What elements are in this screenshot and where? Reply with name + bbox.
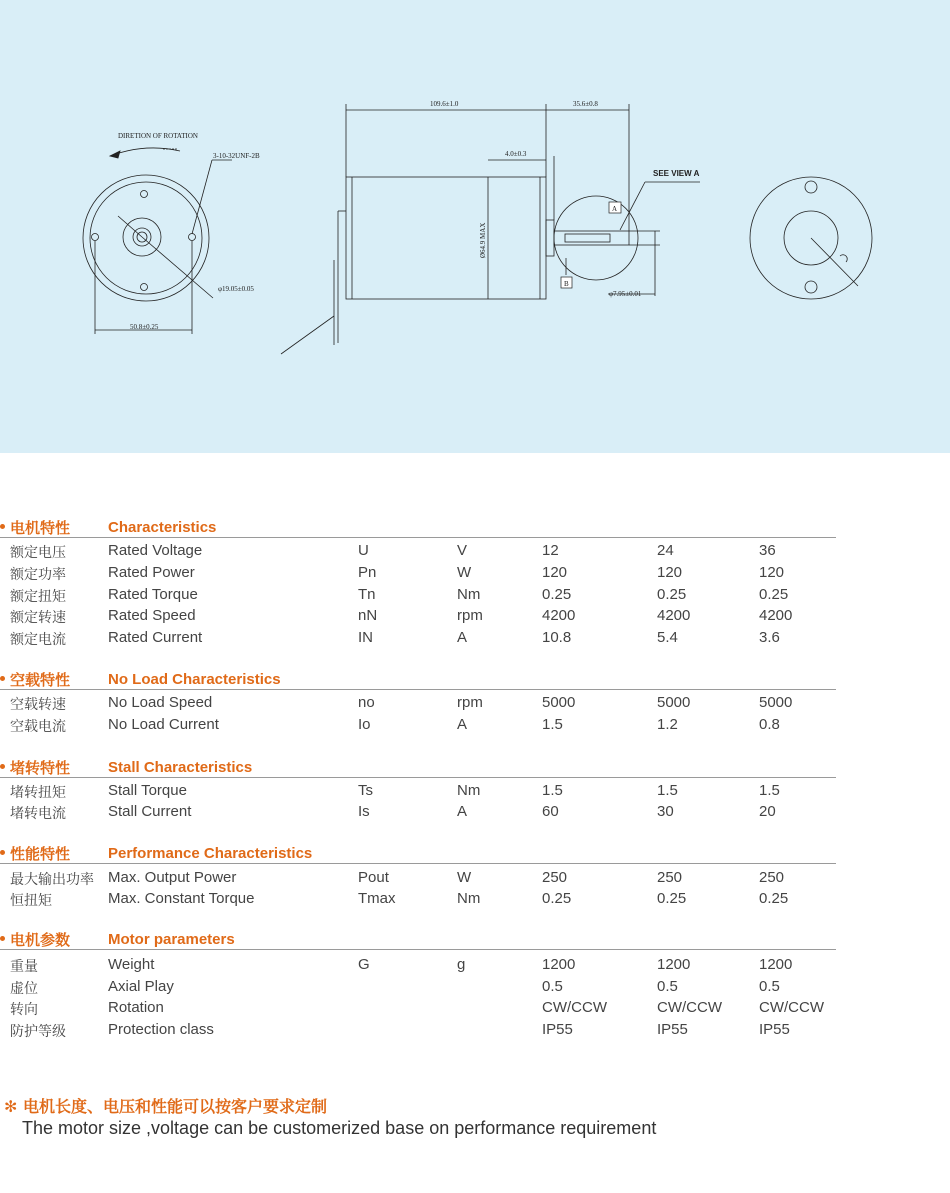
param-unit: Nm: [457, 586, 481, 603]
datum-a-label: A: [612, 205, 618, 213]
value-24v: 1200: [657, 956, 691, 973]
param-symbol: G: [358, 956, 370, 973]
section-header: [0, 667, 836, 690]
param-name-zh: 防护等级: [10, 1024, 66, 1040]
body-diameter-dim-label: Ø64.9 MAX: [479, 222, 487, 258]
param-name-en: Weight: [108, 956, 155, 973]
section-title-en: Motor parameters: [108, 931, 235, 948]
mount-hole: [92, 234, 99, 241]
param-symbol: Tmax: [358, 890, 396, 907]
section-title-zh: 空载特性: [10, 671, 71, 689]
value-36v: 5000: [759, 694, 793, 711]
value-12v: 1.5: [542, 716, 563, 733]
param-name-en: Max. Output Power: [108, 869, 237, 886]
param-name-zh: 虚位: [10, 981, 38, 997]
value-12v: 4200: [542, 607, 576, 624]
section-header: [0, 755, 836, 778]
value-12v: 12: [542, 542, 559, 559]
param-name-zh: 额定电流: [10, 632, 66, 648]
value-36v: 0.8: [759, 716, 780, 733]
param-unit: W: [457, 869, 472, 886]
technical-drawing: [0, 0, 950, 453]
front-flange-outer: [83, 175, 209, 301]
value-12v: IP55: [542, 1021, 573, 1038]
spec-row: [0, 954, 836, 975]
section-title-en: Stall Characteristics: [108, 759, 253, 776]
param-name-zh: 恒扭矩: [10, 893, 52, 909]
front-flange-inner: [90, 182, 202, 294]
param-name-zh: 额定功率: [10, 567, 66, 583]
section-title-en: Characteristics: [108, 519, 217, 536]
param-symbol: IN: [358, 629, 373, 646]
length-dim-label: 109.6±1.0: [430, 100, 459, 108]
value-36v: 4200: [759, 607, 793, 624]
view-a-circle: [554, 196, 638, 280]
param-name-en: Protection class: [108, 1021, 214, 1038]
mount-hole: [141, 284, 148, 291]
bullet-icon: [0, 936, 5, 941]
param-name-zh: 空载电流: [10, 719, 66, 735]
spec-row: [0, 605, 836, 626]
value-12v: 0.25: [542, 586, 572, 603]
param-symbol: U: [358, 542, 369, 559]
customization-note-zh: ✻ 电机长度、电压和性能可以按客户要求定制: [4, 1097, 327, 1116]
param-unit: A: [457, 716, 468, 733]
param-name-zh: 空载转速: [10, 697, 66, 713]
param-name-en: Stall Current: [108, 803, 192, 820]
spec-row: [0, 540, 836, 561]
param-symbol: nN: [358, 607, 378, 624]
bullet-icon: [0, 676, 5, 681]
param-symbol: Io: [358, 716, 371, 733]
spec-row: [0, 976, 836, 997]
value-36v: 250: [759, 869, 785, 886]
value-24v: IP55: [657, 1021, 688, 1038]
motor-drawing-svg: [0, 0, 950, 453]
value-24v: 1.2: [657, 716, 678, 733]
param-name-en: Rated Speed: [108, 607, 196, 624]
section-header: [0, 841, 836, 864]
param-name-en: Axial Play: [108, 978, 174, 995]
value-24v: 30: [657, 803, 674, 820]
value-12v: 120: [542, 564, 568, 581]
value-36v: 120: [759, 564, 785, 581]
see-view-label: SEE VIEW A: [653, 169, 700, 178]
spec-row: [0, 584, 836, 605]
spec-row: [0, 801, 836, 822]
value-24v: 5000: [657, 694, 691, 711]
param-symbol: Ts: [358, 782, 373, 799]
rotation-label: DIRETION OF ROTATION: [118, 132, 198, 140]
thread-label: 3-10-32UNF-2B: [213, 152, 260, 160]
bullet-icon: [0, 524, 5, 529]
param-symbol: no: [358, 694, 375, 711]
bullet-icon: [0, 764, 5, 769]
param-symbol: Tn: [358, 586, 376, 603]
param-name-en: Rated Current: [108, 629, 203, 646]
value-24v: 0.25: [657, 890, 687, 907]
spec-row: [0, 714, 836, 735]
param-name-en: Rated Torque: [108, 586, 198, 603]
spec-row: [0, 627, 836, 648]
rear-hole: [805, 281, 817, 293]
spec-row: [0, 692, 836, 713]
customization-note-en: The motor size ,voltage can be customerized base on performance requirement: [22, 1118, 657, 1138]
value-24v: 120: [657, 564, 683, 581]
param-name-zh: 最大输出功率: [10, 872, 94, 888]
param-symbol: Pn: [358, 564, 377, 581]
spec-row: [0, 867, 836, 888]
param-name-en: Rated Voltage: [108, 542, 203, 559]
value-36v: 20: [759, 803, 776, 820]
param-symbol: Pout: [358, 869, 389, 886]
param-name-zh: 堵转扭矩: [10, 785, 66, 801]
section-title-zh: 电机参数: [10, 931, 71, 949]
value-12v: 250: [542, 869, 568, 886]
value-36v: 0.5: [759, 978, 780, 995]
rear-hole: [805, 181, 817, 193]
value-12v: 0.5: [542, 978, 563, 995]
spec-row: [0, 780, 836, 801]
mount-hole: [141, 191, 148, 198]
param-unit: rpm: [457, 694, 483, 711]
param-unit: rpm: [457, 607, 483, 624]
param-unit: A: [457, 803, 468, 820]
param-name-zh: 重量: [10, 959, 38, 975]
value-36v: 0.25: [759, 586, 789, 603]
param-unit: g: [457, 956, 466, 973]
value-24v: 250: [657, 869, 683, 886]
param-name-en: Stall Torque: [108, 782, 187, 799]
param-name-zh: 转向: [10, 1002, 38, 1018]
value-12v: CW/CCW: [542, 999, 607, 1016]
shaft-dim-label: φ7.95±0.01: [609, 290, 642, 298]
param-name-zh: 额定转速: [10, 610, 66, 626]
value-36v: 3.6: [759, 629, 780, 646]
pilot-length-dim-label: 4.0±0.3: [505, 150, 527, 158]
value-24v: 0.25: [657, 586, 687, 603]
param-unit: Nm: [457, 890, 481, 907]
motor-body: [346, 177, 546, 299]
param-name-zh: 额定电压: [10, 545, 66, 561]
spec-row: [0, 1019, 836, 1040]
spec-row: [0, 562, 836, 583]
value-12v: 1.5: [542, 782, 563, 799]
param-unit: Nm: [457, 782, 481, 799]
value-36v: 1200: [759, 956, 793, 973]
value-24v: CW/CCW: [657, 999, 722, 1016]
value-24v: 4200: [657, 607, 691, 624]
param-symbol: Is: [358, 803, 370, 820]
section-title-en: No Load Characteristics: [108, 671, 281, 688]
param-name-zh: 额定扭矩: [10, 589, 66, 605]
datum-b-label: B: [564, 280, 569, 288]
value-36v: 0.25: [759, 890, 789, 907]
value-12v: 0.25: [542, 890, 572, 907]
value-12v: 60: [542, 803, 559, 820]
value-12v: 5000: [542, 694, 576, 711]
param-name-en: Rotation: [108, 999, 164, 1016]
param-unit: W: [457, 564, 472, 581]
value-36v: 1.5: [759, 782, 780, 799]
value-24v: 1.5: [657, 782, 678, 799]
value-24v: 24: [657, 542, 674, 559]
value-36v: CW/CCW: [759, 999, 824, 1016]
param-name-en: Rated Power: [108, 564, 195, 581]
value-36v: 36: [759, 542, 776, 559]
param-name-en: No Load Speed: [108, 694, 213, 711]
value-24v: 0.5: [657, 978, 678, 995]
section-header: [0, 515, 836, 538]
param-name-en: Max. Constant Torque: [108, 890, 255, 907]
bullet-icon: [0, 850, 5, 855]
param-unit: V: [457, 542, 468, 559]
section-title-zh: 电机特性: [10, 519, 71, 537]
mount-hole: [189, 234, 196, 241]
value-12v: 10.8: [542, 629, 572, 646]
value-36v: IP55: [759, 1021, 790, 1038]
section-title-en: Performance Characteristics: [108, 845, 313, 862]
section-header: [0, 927, 836, 950]
value-12v: 1200: [542, 956, 576, 973]
spec-row: [0, 888, 836, 909]
shaft-length-dim-label: 35.6±0.8: [573, 100, 598, 108]
value-24v: 5.4: [657, 629, 678, 646]
bolt-circle-dim-label: 50.8±0.25: [130, 323, 159, 331]
spec-row: [0, 997, 836, 1018]
param-unit: A: [457, 629, 468, 646]
section-title-zh: 堵转特性: [10, 759, 71, 777]
param-name-zh: 堵转电流: [10, 806, 66, 822]
section-title-zh: 性能特性: [10, 845, 71, 863]
param-name-en: No Load Current: [108, 716, 219, 733]
pilot-dim-label: φ19.05±0.05: [218, 285, 254, 293]
